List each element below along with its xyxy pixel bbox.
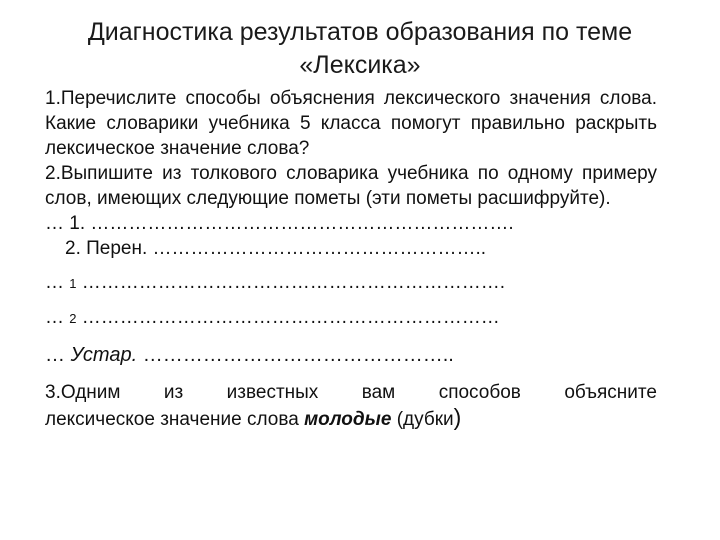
blank-line-sub-2 (45, 305, 657, 331)
question-3 (45, 380, 657, 432)
question-2: 2.Выпишите из толкового словарика учебника по одному примеру слов, имеющих следующие пометы (эти пометы расшифруйте). (45, 163, 657, 209)
blank-line-sub-1-dots: …………………………………………………………. (76, 272, 506, 293)
q3-line2-prefix: лексическое значение слова (45, 409, 305, 430)
blank-line-sub-1 (45, 270, 657, 296)
ustar-label: Устар. (70, 344, 138, 366)
q3-emphasis-word: молодые (304, 409, 392, 430)
q3-word: вам (361, 382, 396, 403)
q3-word: из (163, 382, 184, 403)
question-1: 1.Перечислите способы объяснения лексического значения слова. Какие словарики учебника 5 класса помогут правильно раскрыть лексическое значение слова? (45, 88, 657, 159)
blank-line-sub-1-num: 1 (69, 276, 77, 291)
question-3-line-2 (45, 405, 657, 432)
q3-word: известных (226, 382, 319, 403)
title-line-1: Диагностика результатов образования по теме (87, 18, 633, 46)
ustar-dots: ……………………………………….. (137, 344, 454, 366)
question-3-line-1 (45, 380, 657, 405)
ustar-prefix: … (45, 344, 71, 366)
blank-line-sub-1-prefix: … (45, 272, 70, 293)
blank-line-1: … 1. …………………………………………………………. (45, 213, 514, 234)
blank-line-sub-2-dots: ………………………………………………………… (76, 307, 500, 328)
q3-line2-suffix: (дубки (391, 409, 454, 430)
blank-line-ustar (45, 343, 657, 368)
slide-body (45, 86, 657, 432)
blank-line-sub-2-prefix: … (45, 307, 70, 328)
q3-close-paren: ) (453, 404, 462, 430)
blank-line-perenos: 2. Перен. …………………………………………….. (65, 238, 487, 259)
q3-word: 3.Одним (45, 382, 121, 403)
q3-word: объясните (564, 382, 657, 403)
slide-title (40, 16, 680, 82)
blank-line-sub-2-num: 2 (69, 311, 77, 326)
title-line-2: «Лексика» (299, 51, 421, 79)
q3-word: способов (438, 382, 521, 403)
